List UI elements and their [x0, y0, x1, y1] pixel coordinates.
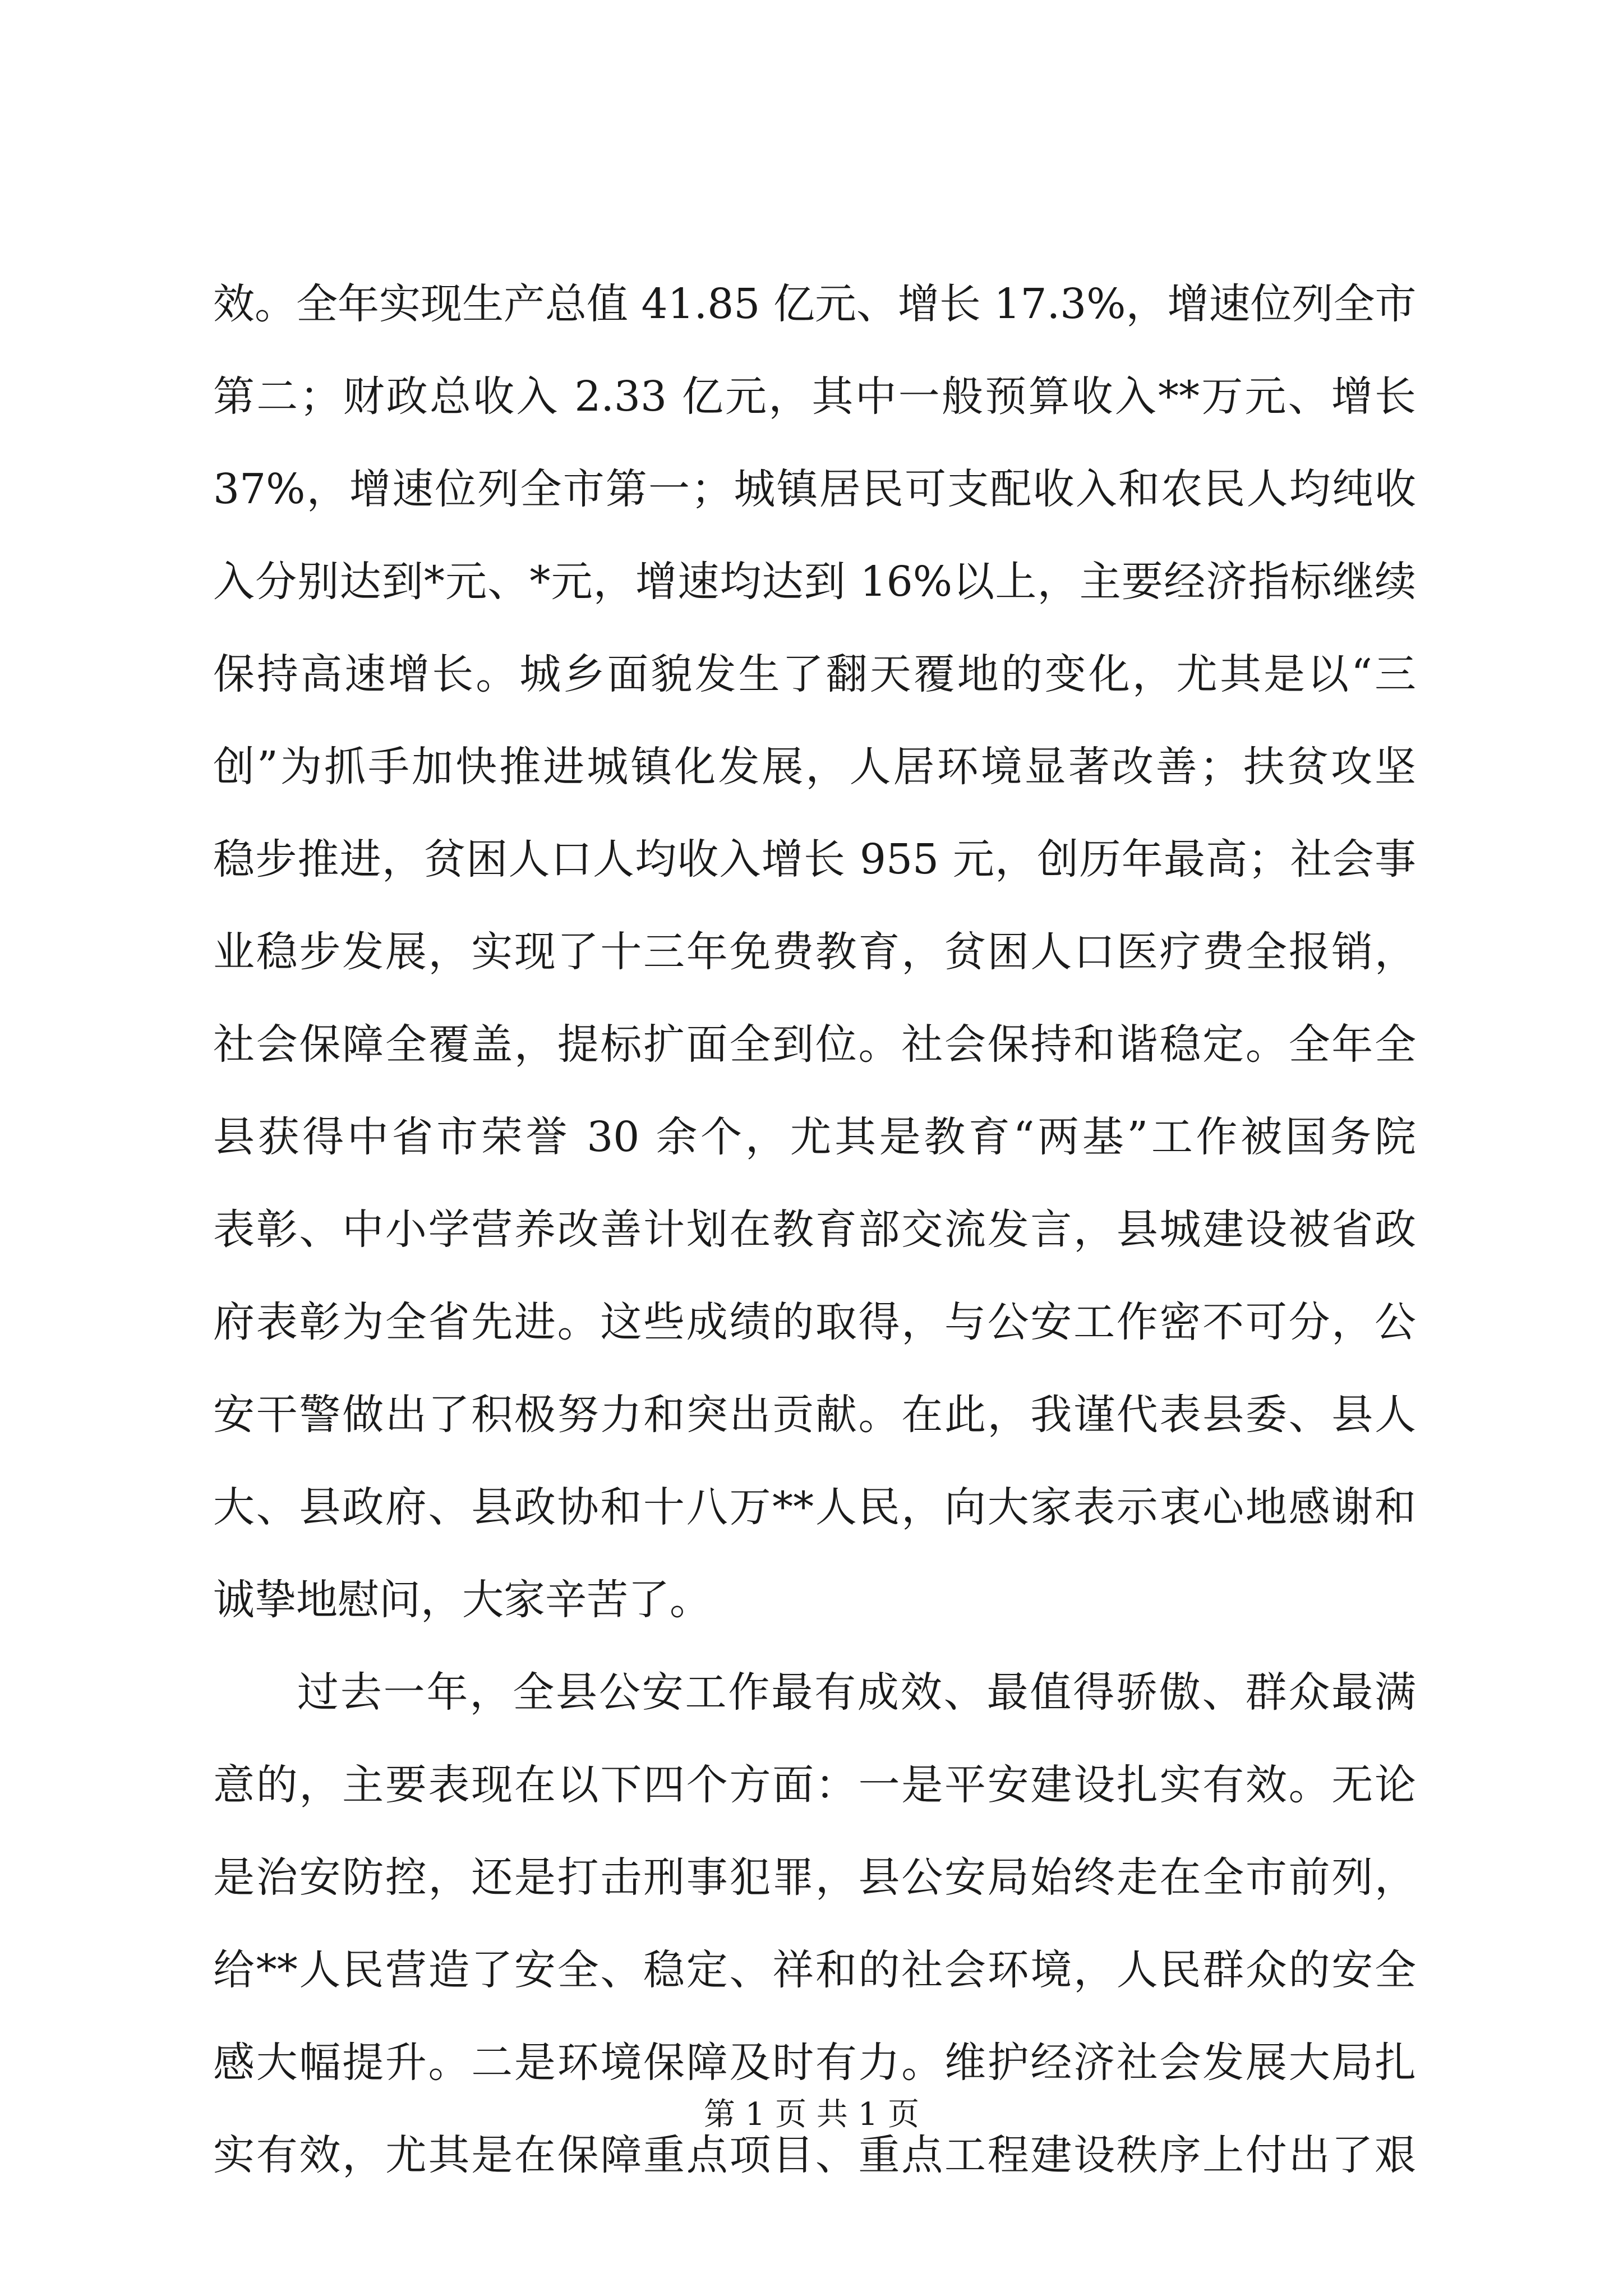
- paragraph-line: 创”为抓手加快推进城镇化发展，人居环境显著改善；扶贫攻坚: [213, 743, 1416, 791]
- paragraph-line: 社会保障全覆盖，提标扩面全到位。社会保持和谐稳定。全年全: [213, 1020, 1416, 1069]
- paragraph-line: 过去一年，全县公安工作最有成效、最值得骄傲、群众最满: [297, 1668, 1416, 1717]
- paragraph-1: [213, 258, 1416, 1646]
- paragraph-line: 效。全年实现生产总值 41.85 亿元、增长 17.3%，增速位列全市: [213, 280, 1416, 328]
- paragraph-line: 表彰、中小学营养改善计划在教育部交流发言，县城建设被省政: [213, 1205, 1416, 1254]
- document-body: [213, 258, 1416, 2202]
- paragraph-line: 意的，主要表现在以下四个方面：一是平安建设扎实有效。无论: [213, 1761, 1416, 1809]
- paragraph-line: 保持高速增长。城乡面貌发生了翻天覆地的变化，尤其是以“三: [213, 650, 1416, 698]
- paragraph-line: 感大幅提升。二是环境保障及时有力。维护经济社会发展大局扎: [213, 2039, 1416, 2087]
- paragraph-line: 业稳步发展，实现了十三年免费教育，贫困人口医疗费全报销，: [213, 928, 1416, 976]
- paragraph-line: 府表彰为全省先进。这些成绩的取得，与公安工作密不可分，公: [213, 1298, 1416, 1346]
- page-number-label: 第 1 页 共 1 页: [703, 2096, 920, 2133]
- paragraph-line: 37%，增速位列全市第一；城镇居民可支配收入和农民人均纯收: [213, 465, 1416, 513]
- paragraph-line: 稳步推进，贫困人口人均收入增长 955 元，创历年最高；社会事: [213, 835, 1416, 884]
- paragraph-line: 入分别达到*元、*元，增速均达到 16%以上，主要经济指标继续: [213, 558, 1416, 606]
- paragraph-line: 大、县政府、县政协和十八万**人民，向大家表示衷心地感谢和: [213, 1483, 1416, 1531]
- paragraph-line: 给**人民营造了安全、稳定、祥和的社会环境，人民群众的安全: [213, 1946, 1416, 1994]
- paragraph-line: 实有效，尤其是在保障重点项目、重点工程建设秩序上付出了艰: [213, 2131, 1416, 2179]
- paragraph-line: 是治安防控，还是打击刑事犯罪，县公安局始终走在全市前列，: [213, 1853, 1416, 1902]
- paragraph-line: 县获得中省市荣誉 30 余个，尤其是教育“两基”工作被国务院: [213, 1113, 1416, 1161]
- page-footer: [0, 2092, 1623, 2137]
- paragraph-line: 诚挚地慰问，大家辛苦了。: [213, 1576, 711, 1624]
- paragraph-line: 安干警做出了积极努力和突出贡献。在此，我谨代表县委、县人: [213, 1391, 1416, 1439]
- paragraph-line: 第二；财政总收入 2.33 亿元，其中一般预算收入**万元、增长: [213, 372, 1416, 421]
